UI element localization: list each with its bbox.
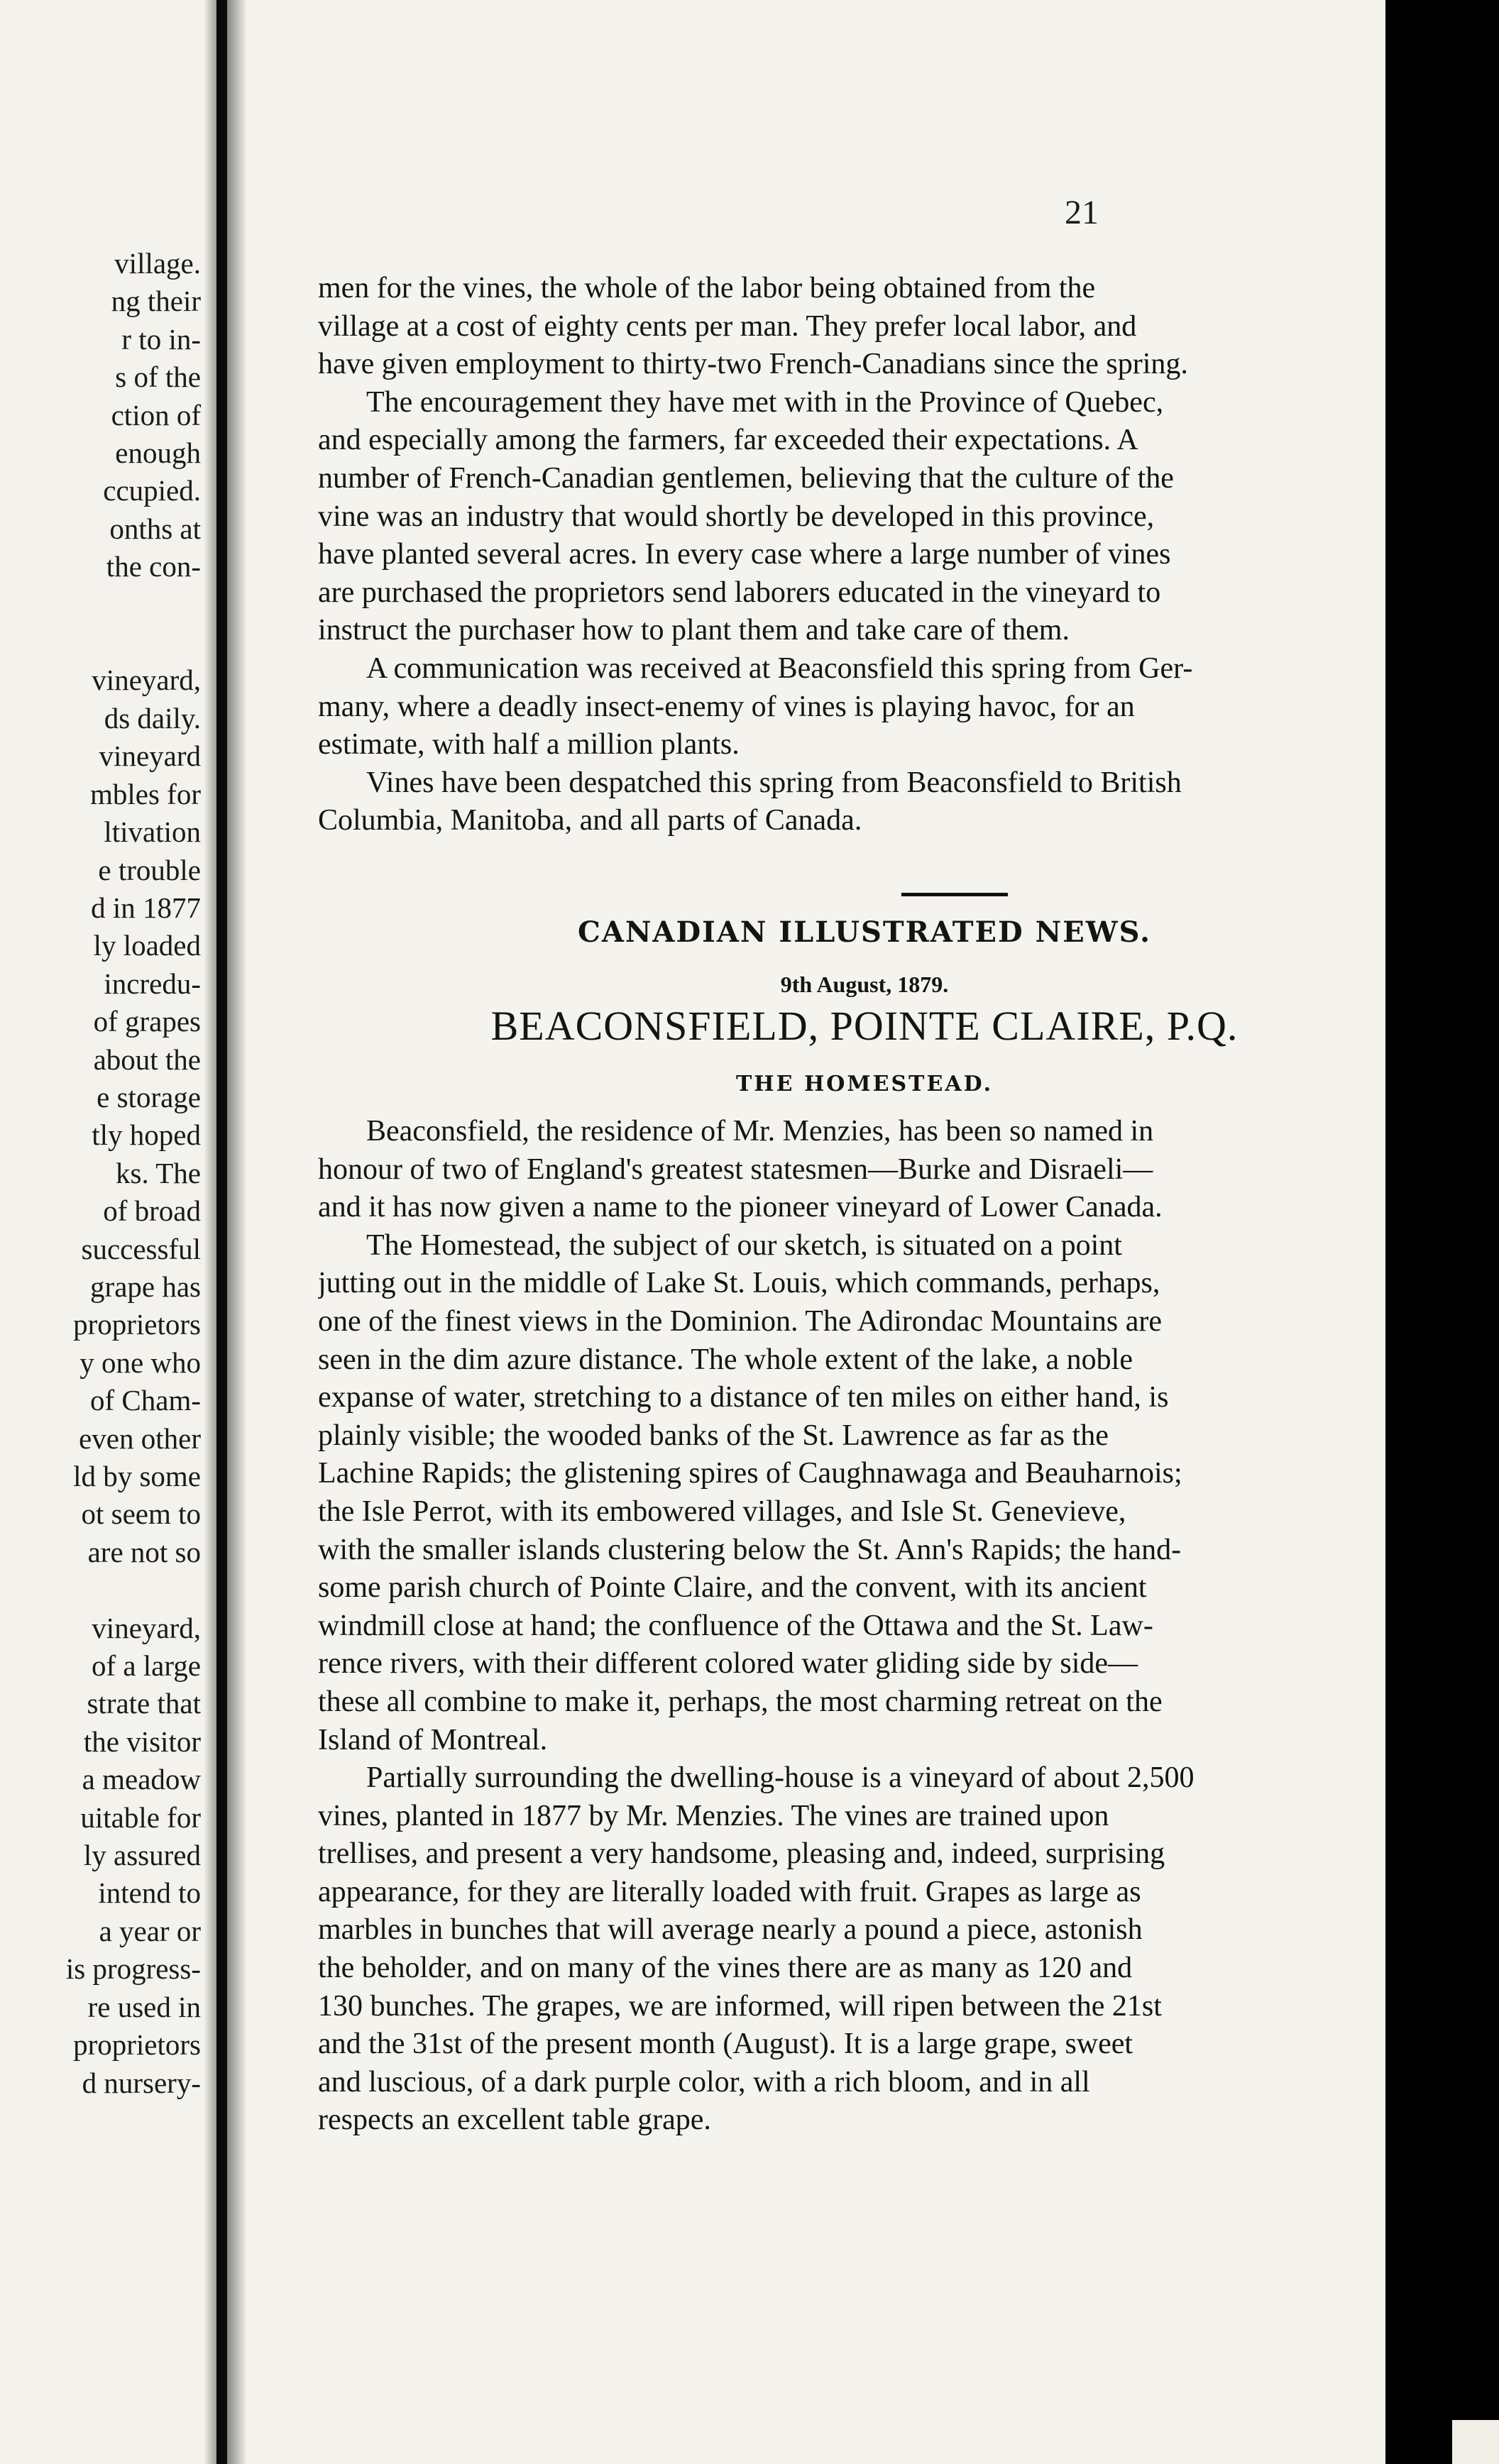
left-fragment-line: the visitor xyxy=(83,1725,201,1758)
left-fragment-line: tly hoped xyxy=(92,1118,201,1152)
text-line: vine was an industry that would shortly be developed in this province, xyxy=(318,500,1155,533)
left-fragment-line: incredu- xyxy=(104,967,201,1000)
left-fragment-line: strate that xyxy=(87,1687,201,1720)
left-fragment-line: ng their xyxy=(111,285,201,318)
left-fragment-line: e storage xyxy=(97,1080,201,1113)
left-fragment-line: ly assured xyxy=(83,1839,201,1872)
left-fragment-line xyxy=(66,624,201,661)
left-fragment-line: d in 1877 xyxy=(91,891,201,924)
text-line: trellises, and present a very handsome, pleasing and, indeed, surprising xyxy=(318,1837,1165,1871)
document-page xyxy=(227,0,1499,2464)
text-line: Partially surrounding the dwelling-house is a vineyard of about 2,500 xyxy=(366,1761,1195,1795)
page-edge-shadow xyxy=(204,0,216,2464)
text-line: Beaconsfield, the residence of Mr. Menzies, has been so named in xyxy=(366,1115,1154,1148)
article-title: BEACONSFIELD, POINTE CLAIRE, P.Q. xyxy=(490,1003,1239,1049)
text-line: honour of two of England's greatest statesmen—Burke and Disraeli— xyxy=(318,1153,1153,1186)
left-fragment-line: enough xyxy=(115,436,201,470)
text-line: Vines have been despatched this spring from Beaconsfield to British xyxy=(366,766,1182,799)
text-line: instruct the purchaser how to plant them and take care of them. xyxy=(318,614,1070,647)
left-fragment-line: ly loaded xyxy=(93,929,201,962)
text-line: men for the vines, the whole of the labor being obtained from the xyxy=(318,272,1096,304)
left-fragment-line: mbles for xyxy=(90,777,201,810)
left-fragment-line: ks. The xyxy=(116,1156,201,1189)
left-fragment-line: proprietors xyxy=(73,2028,201,2062)
text-line: some parish church of Pointe Claire, and the convent, with its ancient xyxy=(318,1571,1147,1605)
left-fragment-line: y one who xyxy=(79,1346,201,1379)
text-line: are purchased the proprietors send laborers educated in the vineyard to xyxy=(318,576,1161,609)
left-fragment-line: proprietors xyxy=(73,1308,201,1341)
left-fragment-line: ccupied. xyxy=(103,474,201,507)
text-line: many, where a deadly insect-enemy of vines is playing havoc, for an xyxy=(318,690,1135,723)
text-line: Lachine Rapids; the glistening spires of Caughnawaga and Beauharnois; xyxy=(318,1457,1182,1490)
page-number: 21 xyxy=(1065,194,1099,231)
article-body xyxy=(318,1113,1428,2140)
left-fragment-line: the con- xyxy=(106,550,201,583)
left-fragment-line: ction of xyxy=(111,398,201,431)
intro-text xyxy=(318,270,1428,840)
left-fragment-line: r to in- xyxy=(121,322,201,356)
text-line: and luscious, of a dark purple color, with a rich bloom, and in all xyxy=(318,2065,1090,2099)
publication-name: CANADIAN ILLUSTRATED NEWS. xyxy=(577,915,1151,949)
left-fragment-line: vineyard, xyxy=(92,1611,201,1644)
text-line: seen in the dim azure distance. The whole extent of the lake, a noble xyxy=(318,1343,1133,1376)
left-fragment-line: intend to xyxy=(98,1876,201,1910)
left-fragment-line: of broad xyxy=(103,1194,201,1228)
text-line: vines, planted in 1877 by Mr. Menzies. The vines are trained upon xyxy=(318,1799,1109,1832)
text-line: plainly visible; the wooded banks of the St. Lawrence as far as the xyxy=(318,1419,1109,1452)
scan-corner xyxy=(1452,2420,1499,2464)
text-line: 130 bunches. The grapes, we are informed, will ripen between the 21st xyxy=(318,1989,1162,2023)
text-line: one of the finest views in the Dominion. The Adirondac Mountains are xyxy=(318,1304,1162,1338)
text-line: appearance, for they are literally loaded with fruit. Grapes as large as xyxy=(318,1875,1141,1908)
text-line: The encouragement they have met with in the Province of Quebec, xyxy=(366,385,1164,419)
left-fragment-line: ds daily. xyxy=(104,701,201,735)
page-binding-shadow xyxy=(227,0,247,2464)
text-line: A communication was received at Beaconsfield this spring from Ger- xyxy=(366,651,1193,685)
text-line: windmill close at hand; the confluence of the Ottawa and the St. Law- xyxy=(318,1609,1153,1642)
left-fragment-line: ltivation xyxy=(104,815,201,849)
left-fragment-line: successful xyxy=(81,1232,201,1265)
text-line: rence rivers, with their different colored water gliding side by side— xyxy=(318,1647,1138,1681)
left-fragment-line: uitable for xyxy=(80,1800,201,1834)
left-fragment-line: a year or xyxy=(99,1914,201,1947)
text-line: jutting out in the middle of Lake St. Louis, which commands, perhaps, xyxy=(318,1267,1160,1300)
left-fragment-line: d nursery- xyxy=(82,2066,201,2099)
left-fragment-line: of a large xyxy=(91,1649,201,1683)
text-line: have planted several acres. In every case where a large number of vines xyxy=(318,538,1171,571)
text-line: number of French-Canadian gentlemen, believing that the culture of the xyxy=(318,461,1174,495)
left-fragment-line: a meadow xyxy=(82,1763,201,1796)
article-subtitle: THE HOMESTEAD. xyxy=(735,1072,994,1096)
left-fragment-line: are not so xyxy=(87,1535,201,1568)
left-fragment-line: village. xyxy=(114,247,201,280)
scan-border xyxy=(1385,0,1499,2464)
text-line: village at a cost of eighty cents per man. They prefer local labor, and xyxy=(318,309,1137,343)
text-line: marbles in bunches that will average nearly a pound a piece, astonish xyxy=(318,1913,1143,1947)
text-line: Columbia, Manitoba, and all parts of Canada. xyxy=(318,804,862,837)
left-fragment-line: vineyard xyxy=(99,739,201,773)
publication-date: 9th August, 1879. xyxy=(780,972,949,997)
left-page-text xyxy=(66,245,201,2102)
text-line: estimate, with half a million plants. xyxy=(318,728,740,761)
text-line: have given employment to thirty-two French-Canadians since the spring. xyxy=(318,348,1188,381)
text-line: and the 31st of the present month (August). It is a large grape, sweet xyxy=(318,2028,1133,2061)
text-line: respects an excellent table grape. xyxy=(318,2103,711,2137)
left-fragment-line: s of the xyxy=(115,361,201,394)
left-fragment-line: e trouble xyxy=(98,853,201,886)
left-fragment-line: onths at xyxy=(109,512,201,545)
text-line: and especially among the farmers, far exceeded their expectations. A xyxy=(318,424,1138,457)
left-fragment-line: of Cham- xyxy=(90,1384,201,1417)
left-fragment-line: ot seem to xyxy=(81,1497,201,1531)
text-line: The Homestead, the subject of our sketch, is situated on a point xyxy=(366,1228,1122,1262)
left-page-fragment xyxy=(0,0,216,2464)
left-fragment-line: re used in xyxy=(87,1990,201,2023)
text-line: the Isle Perrot, with its embowered villages, and Isle St. Genevieve, xyxy=(318,1495,1126,1528)
text-line: and it has now given a name to the pioneer vineyard of Lower Canada. xyxy=(318,1191,1163,1224)
left-fragment-line: even other xyxy=(79,1421,201,1455)
left-fragment-line: is progress- xyxy=(65,1952,201,1986)
left-fragment-line: of grapes xyxy=(93,1005,201,1038)
text-line: Island of Montreal. xyxy=(318,1723,548,1756)
text-line: with the smaller islands clustering below the St. Ann's Rapids; the hand- xyxy=(318,1533,1182,1566)
left-fragment-line: ld by some xyxy=(73,1460,201,1492)
left-fragment-line: about the xyxy=(93,1043,201,1076)
text-line: these all combine to make it, perhaps, the most charming retreat on the xyxy=(318,1685,1163,1718)
left-fragment-line xyxy=(66,586,201,624)
section-divider xyxy=(901,893,1008,896)
left-fragment-line: grape has xyxy=(90,1270,201,1303)
left-fragment-line: vineyard, xyxy=(92,664,201,697)
left-fragment-line xyxy=(66,1571,201,1609)
text-line: the beholder, and on many of the vines there are as many as 120 and xyxy=(318,1952,1133,1985)
book-gutter xyxy=(216,0,227,2464)
text-line: expanse of water, stretching to a distance of ten miles on either hand, is xyxy=(318,1381,1169,1414)
